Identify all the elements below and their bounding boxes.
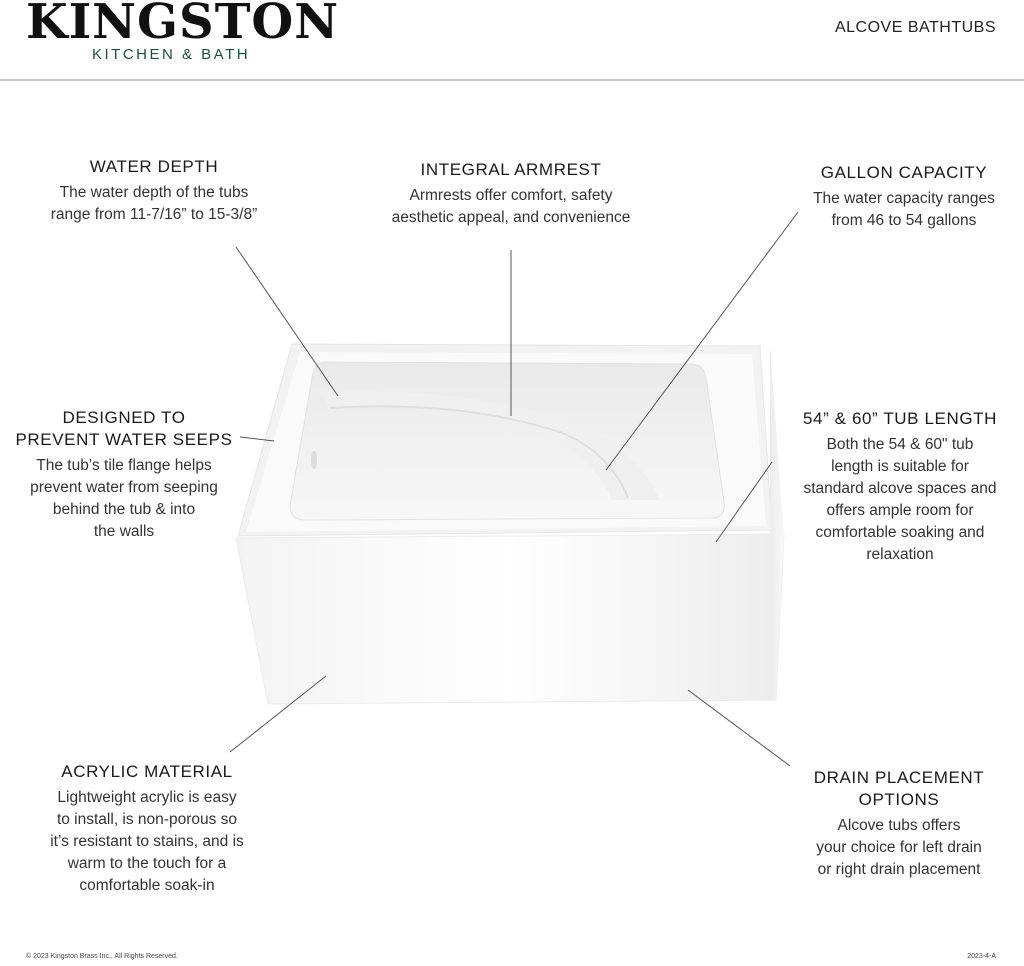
- callout-title: ACRYLIC MATERIAL: [61, 762, 233, 781]
- desc-line: or right drain placement: [817, 861, 981, 878]
- desc-line: from 46 to 54 gallons: [831, 212, 977, 229]
- callout-desc: [786, 815, 1012, 881]
- document-code: 2023-4-A: [967, 953, 996, 960]
- desc-line: behind the tub & into: [52, 501, 196, 518]
- desc-line: Alcove tubs offers: [837, 817, 961, 834]
- copyright-text: © 2023 Kingston Brass Inc., All Rights Reserved.: [26, 953, 178, 960]
- desc-line: prevent water from seeping: [30, 479, 218, 496]
- callout-desc: [22, 787, 272, 897]
- desc-line: comfortable soak-in: [79, 877, 215, 894]
- desc-line: your choice for left drain: [816, 839, 982, 856]
- desc-line: range from 11-7/16” to 15-3/8”: [50, 206, 258, 223]
- callout-acrylic: [22, 761, 272, 897]
- brand-tagline: KITCHEN & BATH: [92, 46, 251, 63]
- callout-title: [4, 407, 244, 451]
- callout-desc: [778, 434, 1022, 566]
- brand-name: KINGSTON: [26, 0, 340, 50]
- desc-line: it’s resistant to stains, and is: [50, 833, 244, 850]
- desc-line: the walls: [93, 523, 155, 540]
- desc-line: standard alcove spaces and: [803, 480, 997, 497]
- desc-line: Lightweight acrylic is easy: [57, 789, 237, 806]
- desc-line: The water capacity ranges: [813, 190, 995, 207]
- callout-seeps: [4, 407, 244, 543]
- category-label: ALCOVE BATHTUBS: [834, 19, 996, 36]
- callout-armrest: [366, 159, 656, 229]
- callout-title: 54” & 60” TUB LENGTH: [802, 409, 998, 428]
- callout-water-depth: [18, 156, 290, 226]
- title-line: DRAIN PLACEMENT: [813, 768, 985, 787]
- title-line: DESIGNED TO: [62, 408, 186, 427]
- desc-line: relaxation: [866, 546, 934, 563]
- callout-desc: [786, 188, 1022, 232]
- desc-line: aesthetic appeal, and convenience: [391, 209, 631, 226]
- callout-desc: [366, 185, 656, 229]
- desc-line: to install, is non-porous so: [56, 811, 238, 828]
- callout-title: [786, 767, 1012, 811]
- bathtub-shape: [236, 344, 784, 704]
- callout-title: GALLON CAPACITY: [820, 163, 988, 182]
- leader-drain: [688, 690, 790, 766]
- desc-line: Armrests offer comfort, safety: [409, 187, 613, 204]
- callout-desc: [18, 182, 290, 226]
- desc-line: warm to the touch for a: [67, 855, 227, 872]
- callout-title: INTEGRAL ARMREST: [420, 160, 602, 179]
- title-line: OPTIONS: [858, 790, 940, 809]
- callout-gallon: [786, 162, 1022, 232]
- title-line: PREVENT WATER SEEPS: [15, 430, 233, 449]
- callout-drain: [786, 767, 1012, 881]
- callout-length: [778, 408, 1022, 566]
- desc-line: length is suitable for: [831, 458, 969, 475]
- desc-line: Both the 54 & 60" tub: [826, 436, 974, 453]
- desc-line: offers ample room for: [826, 502, 974, 519]
- desc-line: The water depth of the tubs: [59, 184, 249, 201]
- callout-desc: [4, 455, 244, 543]
- desc-line: comfortable soaking and: [815, 524, 985, 541]
- desc-line: The tub’s tile flange helps: [36, 457, 212, 474]
- callout-title: WATER DEPTH: [89, 157, 219, 176]
